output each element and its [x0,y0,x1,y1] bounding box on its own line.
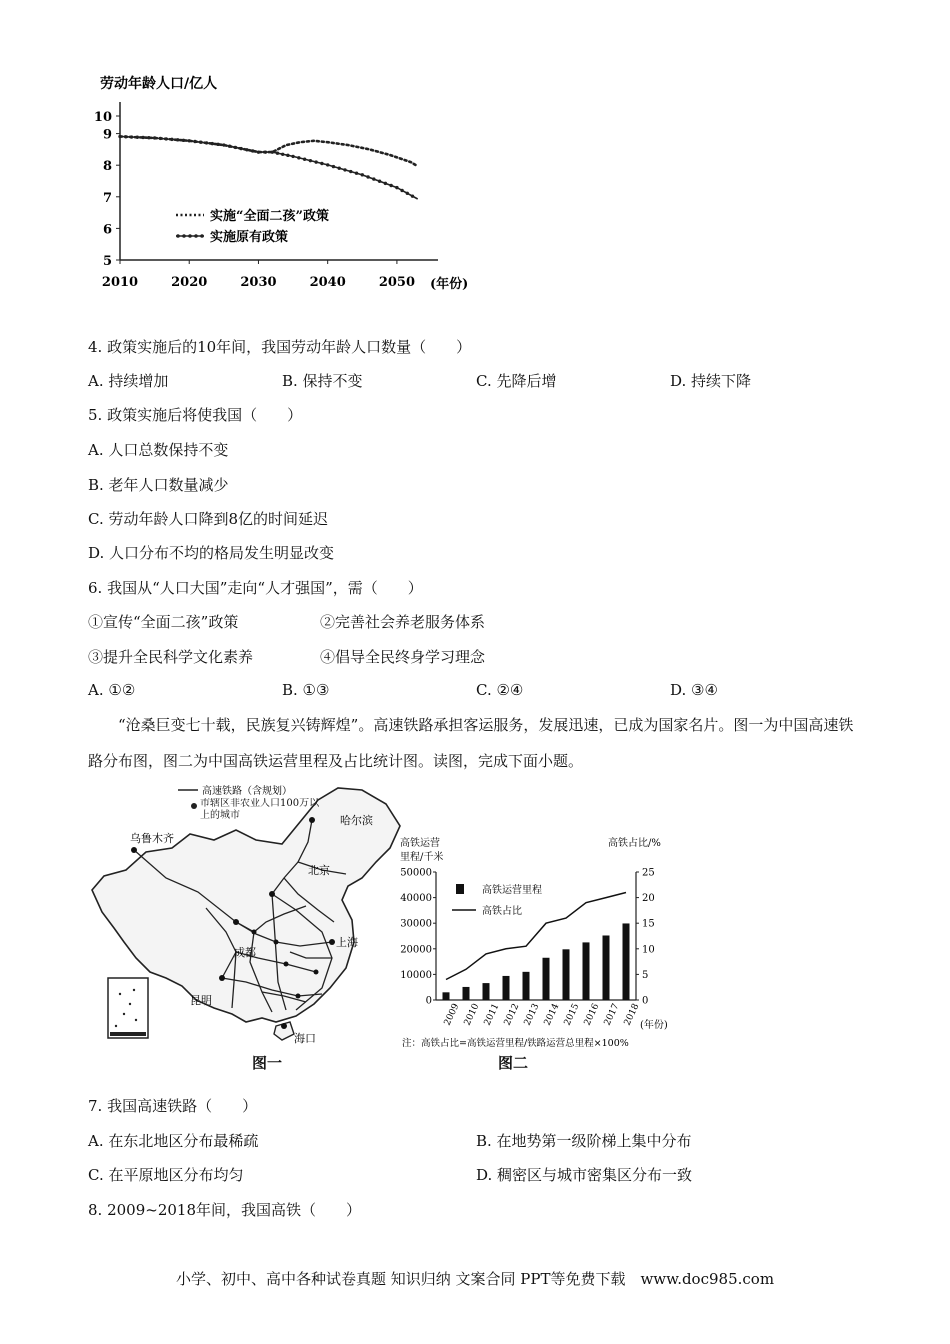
series-original-point [118,135,121,138]
series-original-point [176,138,179,141]
series-original-point [281,153,284,156]
chart1-xtick-label: 2010 [101,275,139,290]
q4-stem: 4. 政策实施后的10年间，我国劳动年龄人口数量（ ） [88,338,472,356]
chart2-ytick-left-label: 20000 [400,944,432,956]
chart1-ytick-label: 5 [102,254,112,269]
q7-option-a[interactable]: A. 在东北地区分布最稀疏 [88,1132,259,1150]
bar-mileage-2013 [523,972,530,1000]
series-original-point [332,165,335,168]
series-original-point [314,160,317,163]
chart2-xtick-label: 2013 [522,1002,542,1028]
series-original-point [355,171,358,174]
chart2-xtick-label: 2010 [462,1002,482,1028]
figure2-caption: 图二 [498,1054,529,1072]
series-original-point [124,135,127,138]
series-original-point [216,143,219,146]
chart1-ytick-label: 10 [93,110,112,125]
q5-option-c[interactable]: C. 劳动年龄人口降到8亿的时间延迟 [88,510,329,528]
series-original-point [228,145,231,148]
series-original-point [222,143,225,146]
hsr-mileage-chart [396,832,676,1052]
series-original-point [395,186,398,189]
map-legend [178,784,320,828]
series-original-point [276,152,279,155]
q5-stem: 5. 政策实施后将使我国（ ） [88,406,303,424]
series-original-point [320,162,323,165]
chart2-ytick-right-label: 5 [642,969,649,981]
series-original-point [170,138,173,141]
series-original-point [147,136,150,139]
series-original-point [343,168,346,171]
series-original-point [361,173,364,176]
series-original-point [378,180,381,183]
passage: “沧桑巨变七十载，民族复兴铸辉煌”。高速铁路承担客运服务，发展迅速，已成为国家名片。图一为中国高速铁路分布图，图二为中国高铁运营里程及占比统计图。读图，完成下面小题。 [88,716,854,770]
footer-watermark: 小学、初中、高中各种试卷真题 知识归纳 文案合同 PPT等免费下载 www.doc985.com [175,1270,775,1288]
q6-option-d[interactable]: D. ③④ [670,681,718,699]
legend-two-child-policy: 实施“全面二孩”政策 [210,209,329,224]
city-harbin: 哈尔滨 [340,814,373,827]
city-urumqi: 乌鲁木齐 [130,832,174,845]
chart1-legend [176,208,329,245]
series-original-point [205,141,208,144]
q4-option-d[interactable]: D. 持续下降 [670,372,752,390]
chart1-ytick-label: 6 [102,222,112,238]
map-legend-city: 市辖区非农业人口100万以上的城市 [200,798,320,821]
city-shanghai: 上海 [336,936,358,949]
series-original-point [141,136,144,139]
chart2-note: 注：高铁占比=高铁运营里程/铁路运营总里程×100% [402,1038,629,1049]
chart1-xtick-label: 2040 [309,275,346,290]
chart1-ytick-label: 8 [102,159,112,175]
series-original-point [349,170,352,173]
series-original-point [193,140,196,143]
bar-mileage-2012 [503,976,510,1000]
chart1-xtick-label: 2050 [378,275,416,290]
series-original-point [411,194,414,197]
chart2-ytick-right-label: 0 [642,995,649,1007]
series-original-point [257,150,260,153]
q6-option-b[interactable]: B. ①③ [282,681,330,699]
chart2-xtick-label: 2015 [562,1002,582,1028]
series-original-point [384,182,387,185]
city-haikou: 海口 [294,1032,316,1045]
series-original-point [164,137,167,140]
q5-option-d[interactable]: D. 人口分布不均的格局发生明显改变 [88,544,335,562]
series-original-point [251,149,254,152]
map-legend-railway: 高速铁路（含规划） [202,786,292,797]
chart2-xtick-label: 2016 [582,1002,602,1028]
series-original-point [271,150,274,153]
chart2-xtick-label: 2011 [482,1002,502,1028]
q7-stem: 7. 我国高速铁路（ ） [88,1097,258,1115]
series-original-point [182,139,185,142]
chart2-ytick-right-label: 15 [642,918,655,930]
bar-mileage-2010 [463,987,470,1000]
series-original-point [303,158,306,161]
series-original-point [326,163,329,166]
chart2-ytick-left-label: 10000 [400,969,432,981]
q8-stem: 8. 2009~2018年间，我国高铁（ ） [88,1201,361,1219]
series-original-point [245,148,248,151]
series-original-point [406,192,409,195]
bar-mileage-2016 [583,942,590,1000]
q6-statement-3: ③提升全民科学文化素养 [88,648,254,666]
series-original-point [389,184,392,187]
series-original-point [199,141,202,144]
chart1-ytick-label: 7 [102,190,112,206]
city-beijing: 北京 [308,864,330,877]
q5-option-a[interactable]: A. 人口总数保持不变 [88,441,229,459]
legend-mileage: 高铁运营里程 [482,885,542,896]
chart2-ylabel-right: 高铁占比/% [608,838,661,849]
chart2-xtick-label: 2012 [502,1002,522,1028]
chart2-ytick-left-label: 50000 [400,867,432,879]
series-original-point [136,136,139,139]
series-original-point [286,154,289,157]
chart2-ytick-right-label: 20 [642,893,655,905]
china-hsr-map [86,782,406,1052]
q6-stem: 6. 我国从“人口大国”走向“人才强国”，需（ ） [88,579,423,597]
series-original-point [309,159,312,162]
south-china-sea-inset [108,978,148,1038]
series-original-point [297,156,300,159]
series-original-point [130,135,133,138]
series-original-policy [120,137,418,200]
chart2-ylabel-left-1: 高铁运营 [400,838,440,849]
chart1-xtick-label: 2020 [171,275,208,290]
chart2-ytick-right-label: 10 [642,944,655,956]
chart1-ylabel: 劳动年龄人口/亿人 [100,76,218,92]
bar-mileage-2009 [443,992,450,1000]
bar-mileage-2015 [563,949,570,1000]
q7-option-c[interactable]: C. 在平原地区分布均匀 [88,1166,244,1184]
chart2-ytick-right-label: 25 [642,867,655,879]
series-original-point [372,177,375,180]
city-chengdu: 成都 [234,946,256,959]
legend-original-policy: 实施原有政策 [210,230,289,245]
series-original-point [264,150,267,153]
q4-option-c[interactable]: C. 先降后增 [476,372,557,390]
series-original-point [159,137,162,140]
line-share [446,893,626,980]
series-original-point [234,146,237,149]
bar-mileage-2014 [543,958,550,1000]
q6-statement-4: ④倡导全民终身学习理念 [320,648,486,666]
q6-statement-2: ②完善社会养老服务体系 [320,613,486,631]
series-original-point [338,167,341,170]
series-original-point [211,142,214,145]
bar-mileage-2017 [603,935,610,1000]
labor-population-chart [88,62,488,302]
chart2-ylabel-left-2: 里程/千米 [400,852,444,863]
chart1-ytick-label: 9 [102,127,112,143]
q6-option-a[interactable]: A. ①② [88,681,136,699]
legend-share: 高铁占比 [482,906,522,917]
chart1-xlabel: (年份) [430,277,469,292]
q6-option-c[interactable]: C. ②④ [476,681,524,699]
bar-mileage-2018 [623,923,630,1000]
series-original-point [188,139,191,142]
series-original-point [239,147,242,150]
series-original-point [153,136,156,139]
chart2-xtick-label: 2018 [622,1002,642,1028]
bar-mileage-2011 [483,983,490,1000]
series-original-point [291,155,294,158]
chart2-ytick-left-label: 30000 [400,918,432,930]
q6-statement-1: ①宣传“全面二孩”政策 [88,613,239,631]
chart2-ytick-left-label: 40000 [400,893,432,905]
city-kunming: 昆明 [190,994,212,1007]
q4-option-b[interactable]: B. 保持不变 [282,372,363,390]
figure1-caption: 图一 [252,1054,283,1072]
chart2-xtick-label: 2017 [602,1002,622,1028]
series-original-point [366,175,369,178]
chart2-xtick-label: 2014 [542,1002,562,1028]
q5-option-b[interactable]: B. 老年人口数量减少 [88,476,229,494]
q4-option-a[interactable]: A. 持续增加 [88,372,169,390]
chart2-legend [452,883,542,917]
q7-option-b[interactable]: B. 在地势第一级阶梯上集中分布 [476,1132,692,1150]
chart2-ytick-left-label: 0 [425,995,432,1007]
chart2-xlabel: (年份) [640,1020,668,1031]
q7-option-d[interactable]: D. 稠密区与城市密集区分布一致 [476,1166,693,1184]
series-original-point [400,189,403,192]
chart1-xtick-label: 2030 [240,275,277,290]
chart2-xtick-label: 2009 [442,1002,462,1028]
